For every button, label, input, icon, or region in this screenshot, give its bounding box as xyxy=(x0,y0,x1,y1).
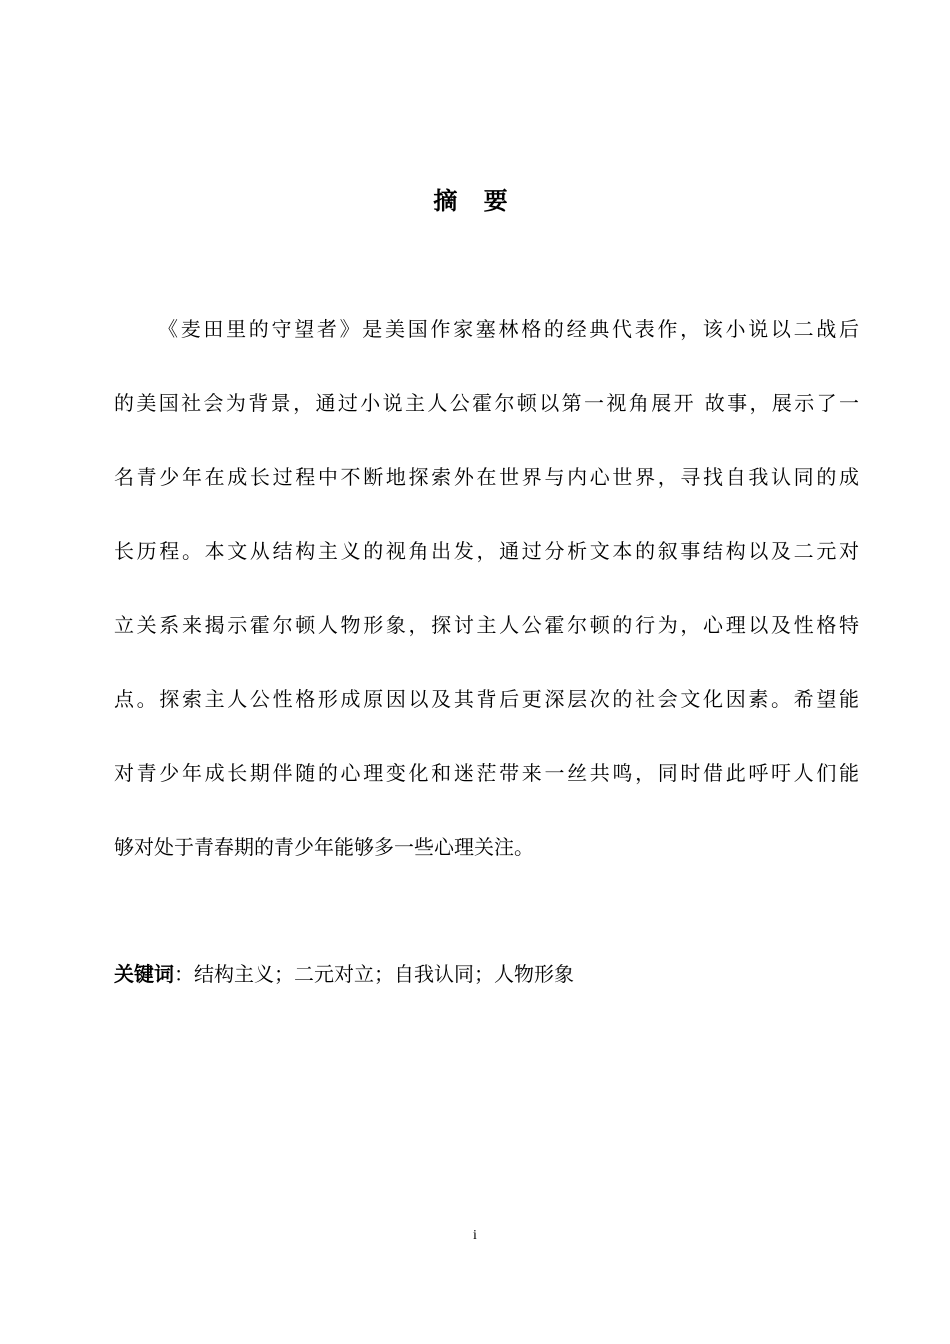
abstract-line: 《麦田里的守望者》是美国作家塞林格的经典代表作，该小说以二战后 xyxy=(158,317,859,341)
keywords-label: 关键词 xyxy=(114,962,174,986)
abstract-line: 对青少年成长期伴随的心理变化和迷茫带来一丝共鸣，同时借此呼吁人们能 xyxy=(114,761,859,785)
abstract-line: 名青少年在成长过程中不断地探索外在世界与内心世界，寻找自我认同的成 xyxy=(114,465,859,489)
page-title: 摘 要 xyxy=(433,187,517,215)
abstract-line: 长历程。本文从结构主义的视角出发，通过分析文本的叙事结构以及二元对 xyxy=(114,539,859,563)
abstract-body xyxy=(114,311,859,903)
page-number: i xyxy=(473,1228,477,1243)
abstract-line: 点。探索主人公性格形成原因以及其背后更深层次的社会文化因素。希望能 xyxy=(114,687,859,711)
abstract-line: 够对处于青春期的青少年能够多一些心理关注。 xyxy=(114,835,534,859)
keywords-separator: ： xyxy=(174,962,194,986)
keywords-line xyxy=(114,956,574,992)
keywords-value: 结构主义；二元对立；自我认同；人物形象 xyxy=(194,962,574,986)
abstract-line: 的美国社会为背景，通过小说主人公霍尔顿以第一视角展开 故事，展示了一 xyxy=(114,391,859,415)
abstract-line: 立关系来揭示霍尔顿人物形象，探讨主人公霍尔顿的行为，心理以及性格特 xyxy=(114,613,859,637)
